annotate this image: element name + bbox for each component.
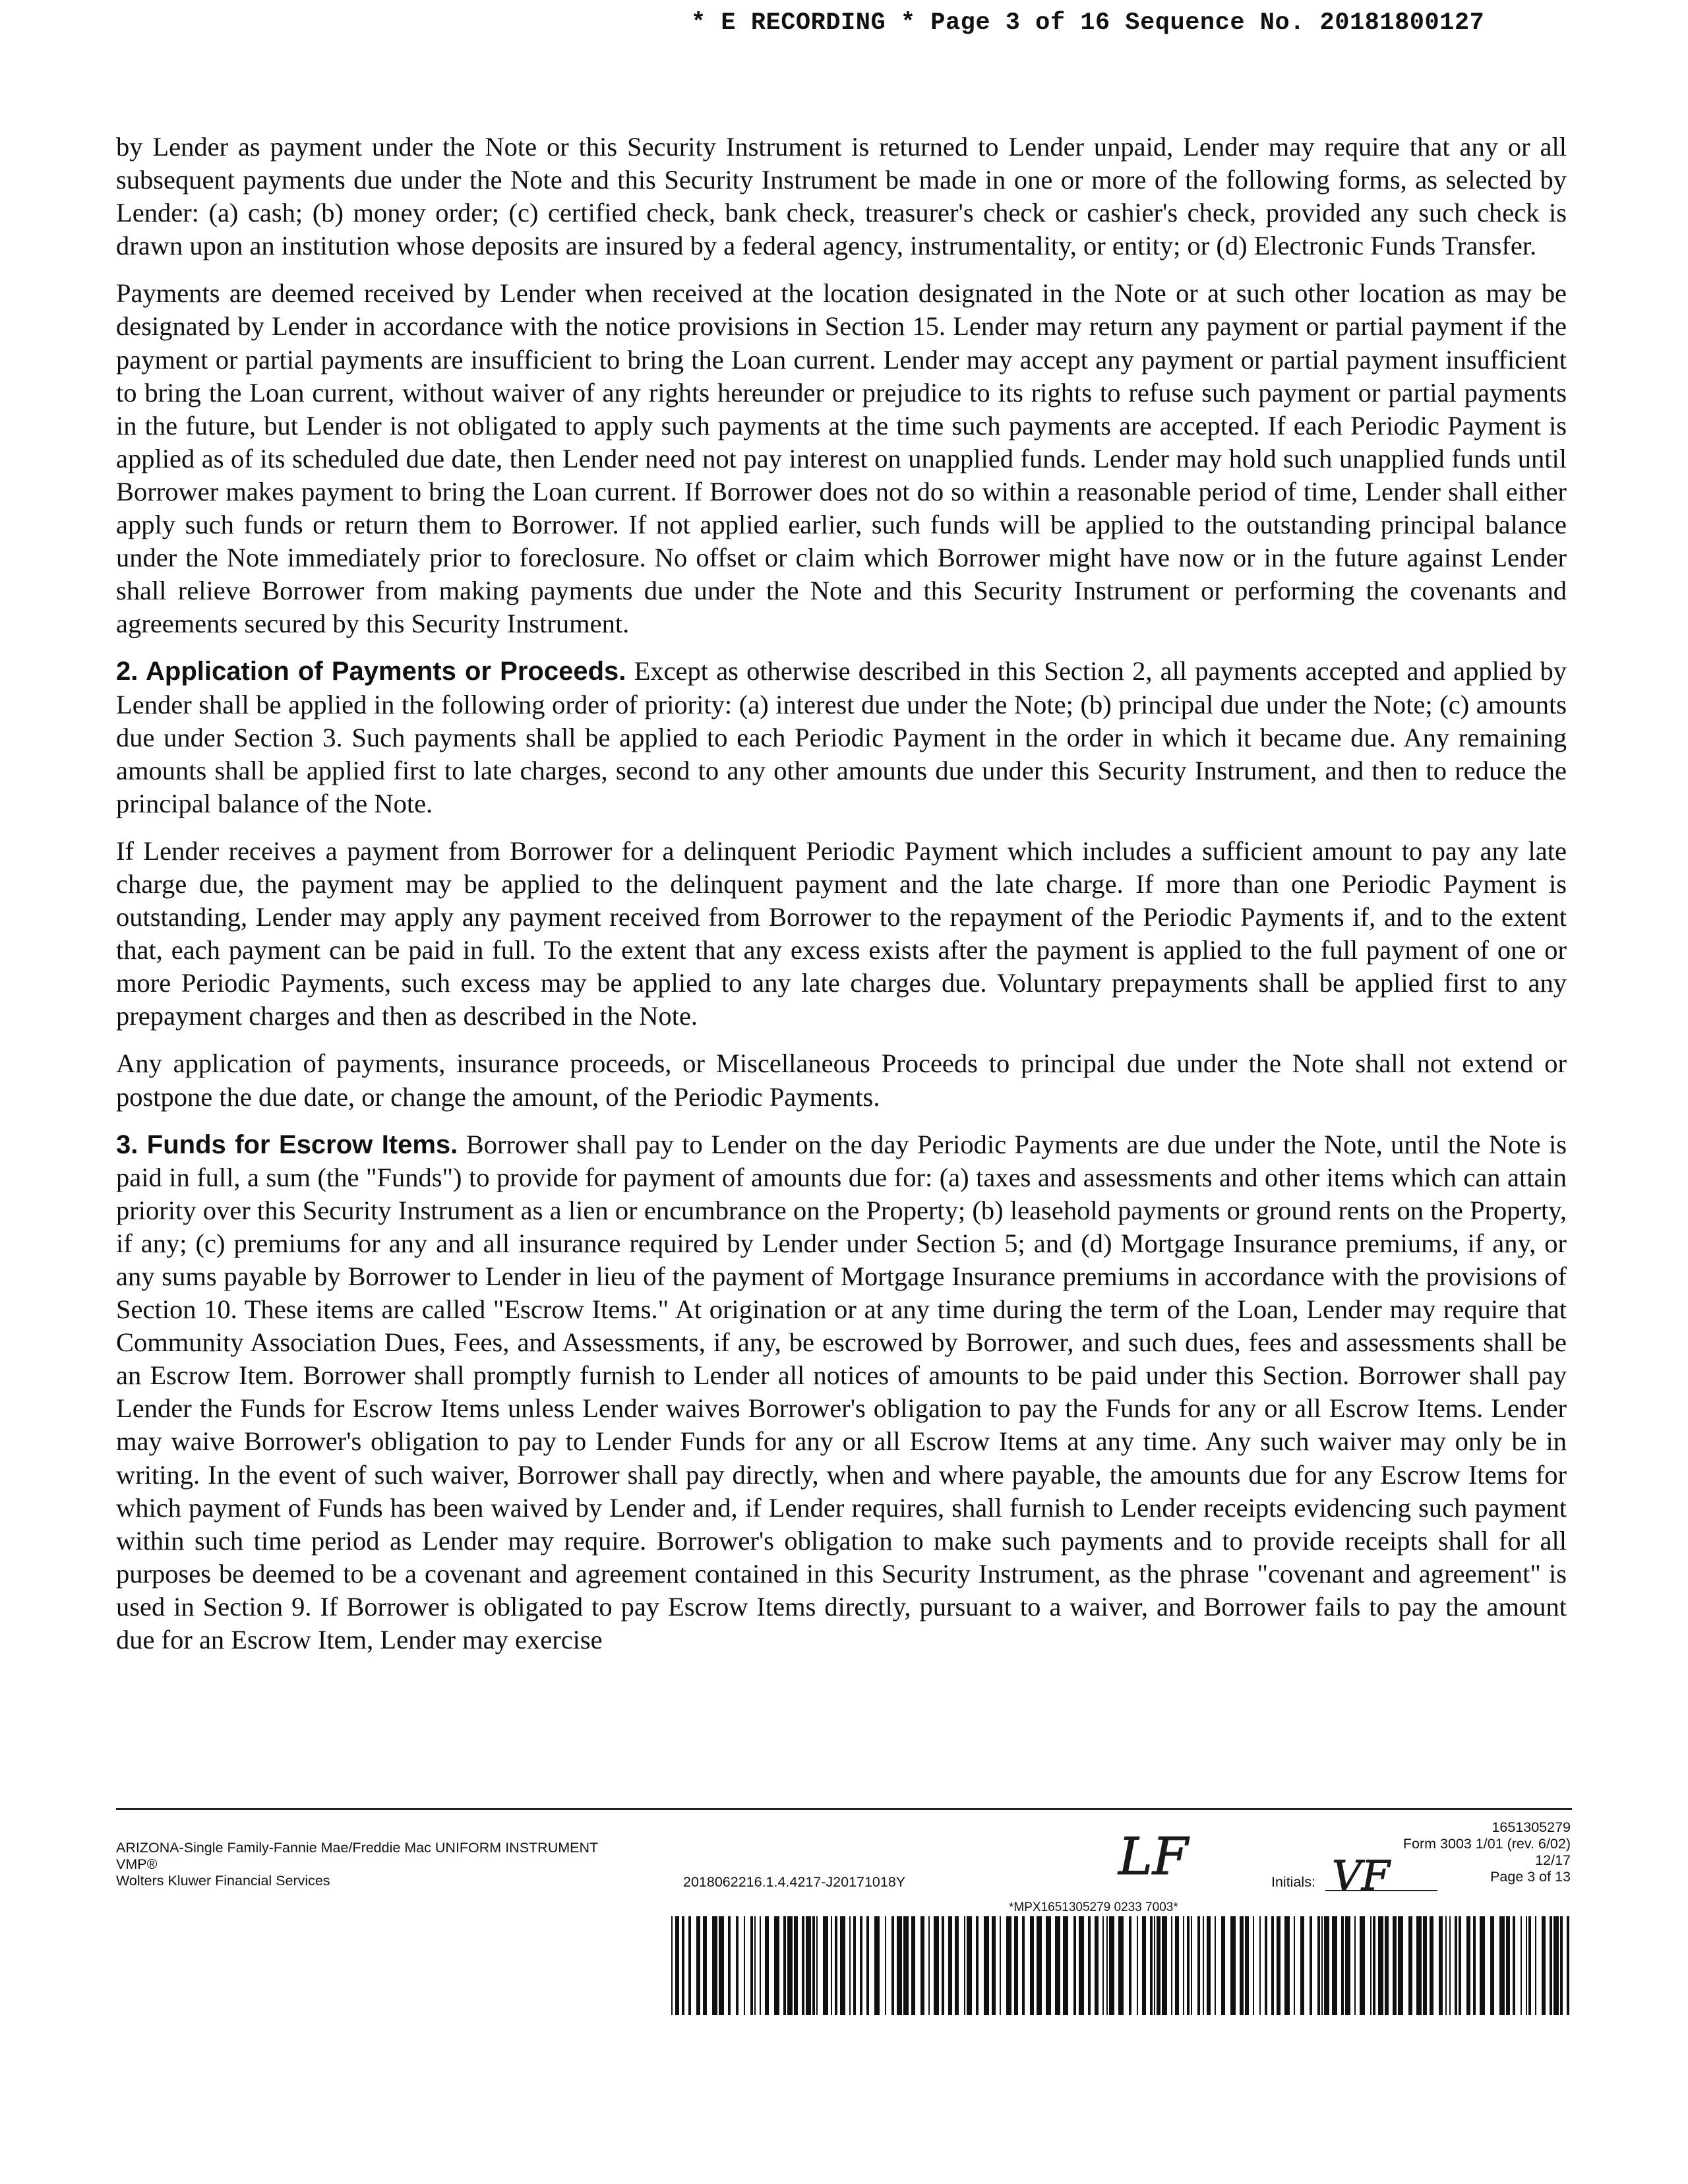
barcode-bar [675,1916,679,2015]
barcode-bar [1030,1916,1034,2015]
barcode-bar [719,1916,724,2015]
vmp-mark: VMP® [116,1856,158,1872]
barcode-bar [1324,1916,1329,2015]
barcode-bar [948,1916,952,2015]
barcode-bar [1345,1916,1350,2015]
barcode-bar [1513,1916,1515,2015]
barcode-bar [736,1916,738,2015]
barcode-image [671,1916,1572,2015]
page-number: Page 3 of 13 [1490,1869,1571,1885]
paragraph-payments-received [116,277,1567,640]
barcode-bar [1521,1916,1522,2015]
barcode-bar [1317,1916,1320,2015]
barcode-bar [1203,1916,1204,2015]
loan-number: 1651305279 [1492,1819,1571,1835]
barcode-bar [728,1916,731,2015]
barcode-bar [1408,1916,1412,2015]
barcode-bar [1321,1916,1323,2015]
handwritten-initials-lf [1114,1827,1207,1886]
paragraph-delinquent-payment [116,835,1567,1033]
barcode-bar [1000,1916,1001,2015]
barcode-bar [1393,1916,1397,2015]
barcode-bar [1240,1916,1244,2015]
barcode-bar [1567,1916,1569,2015]
barcode-bar [885,1916,886,2015]
barcode-bar [703,1916,707,2015]
barcode-bar [1006,1916,1011,2015]
barcode-bar [1553,1916,1559,2015]
barcode-bar [806,1916,811,2015]
barcode-bar [903,1916,909,2015]
barcode-bar [1473,1916,1476,2015]
barcode-bar [1187,1916,1190,2015]
barcode-bar [1259,1916,1261,2015]
barcode-bar [1175,1916,1179,2015]
barcode-bar [1550,1916,1552,2015]
barcode-bar [1459,1916,1461,2015]
barcode-bar [866,1916,869,2015]
barcode-bar [1341,1916,1344,2015]
barcode-bar [934,1916,939,2015]
barcode-bar [812,1916,815,2015]
barcode-bar [1142,1916,1146,2015]
barcode-bar [860,1916,862,2015]
barcode-bar [1284,1916,1290,2015]
barcode-bar [1378,1916,1383,2015]
paragraph-payment-forms [116,131,1567,262]
barcode-bar [1118,1916,1124,2015]
initials-label: Initials: [1271,1874,1315,1890]
barcode-bar [1385,1916,1389,2015]
barcode-bar [853,1916,856,2015]
barcode-bar [1037,1916,1042,2015]
barcode-bar [1046,1916,1051,2015]
barcode-bar [1455,1916,1457,2015]
barcode-bar [874,1916,880,2015]
barcode-bar [1022,1916,1025,2015]
barcode-bar [1095,1916,1099,2015]
barcode-bar [774,1916,779,2015]
barcode-bar [976,1916,979,2015]
barcode-bar [1129,1916,1131,2015]
barcode-bar [1215,1916,1216,2015]
barcode-bar [1490,1916,1494,2015]
barcode-bar [1102,1916,1104,2015]
barcode-bar [1183,1916,1184,2015]
barcode-bar [1230,1916,1236,2015]
barcode-bar [942,1916,944,2015]
barcode-bar [1073,1916,1076,2015]
barcode-bar [1354,1916,1356,2015]
barcode-bar [1088,1916,1091,2015]
barcode-bar [688,1916,691,2015]
barcode-bar [1294,1916,1295,2015]
publisher: Wolters Kluwer Financial Services [116,1873,330,1889]
barcode-bar [1506,1916,1510,2015]
barcode-bar [754,1916,756,2015]
barcode-bar [1162,1916,1167,2015]
barcode-bar [1171,1916,1172,2015]
barcode-bar [1014,1916,1018,2015]
barcode-bar [1480,1916,1485,2015]
footer-form-id [1403,1819,1571,1885]
paragraph-text: If Lender receives a payment from Borrower for a delinquent Periodic Payment which includes a sufficient amount to pay any late charge due, the payment may be applied to the delinquent payment and the late charge. If more than one Periodic Payment is outstanding, Lender may apply any payment received from Borrower to the repayment of the Periodic Payments if, and to the extent that, each payment can be paid in full. To the extent that any excess exists after the payment is applied to the full payment of one or more Periodic Payments, such excess may be applied to any late charges due. Voluntary prepayments shall be applied first to any prepayment charges and then as described in the Note. [116,835,1567,1031]
barcode-bar [1300,1916,1304,2015]
initials-vf-text: VF [1332,1852,1390,1896]
barcode-caption: *MPX1651305279 0233 7003* [1009,1900,1178,1914]
barcode-bar [696,1916,700,2015]
barcode-bar [1542,1916,1546,2015]
barcode-bar [911,1916,915,2015]
paragraph-text: by Lender as payment under the Note or this Security Instrument is returned to Lender unpaid, Lender may require that any or all subsequent payments due under the Note and this Security Instrument be made in one or more of the following forms, as selected by Lender: (a) cash; (b) money order; (c) certified check, bank check, treasurer's check or cashier's check, provided any such check is drawn upon an institution whose deposits are insured by a federal agency, instrumentality, or entity; or (d) Electronic Funds Transfer. [116,132,1567,261]
barcode-bar [984,1916,989,2015]
barcode-bar [787,1916,793,2015]
barcode-bar [802,1916,804,2015]
section-heading: 2. Application of Payments or Proceeds. [116,657,626,686]
barcode-bar [1277,1916,1281,2015]
barcode-bar [1445,1916,1447,2015]
barcode-bar [1499,1916,1505,2015]
barcode-bar [1137,1916,1138,2015]
barcode-bar [1221,1916,1225,2015]
barcode-bar [1055,1916,1060,2015]
section-2-application-of-payments [116,655,1567,820]
footer-divider [116,1808,1572,1810]
section-heading: 3. Funds for Escrow Items. [116,1130,458,1159]
barcode-bar [849,1916,851,2015]
barcode-bar [891,1916,894,2015]
barcode-bar [1157,1916,1160,2015]
paragraph-text: Except as otherwise described in this Section 2, all payments accepted and applied by Lender shall be applied in the following order of priority: (a) interest due under the Note; (b) principal due under the Note; (c) amounts due under Section 3. Such payments shall be applied to each Periodic Payment in the order in which it became due. Any remaining amounts shall be applied first to late charges, second to any other amounts due under this Security Instrument, and then to reduce the principal balance of the Note. [116,656,1567,818]
barcode-bar [1265,1916,1267,2015]
recording-header: * E RECORDING * Page 3 of 16 Sequence No. 20181800127 [691,9,1485,37]
initials-lf-text: LF [1118,1827,1188,1886]
barcode-bar [816,1916,818,2015]
barcode-bar [1398,1916,1403,2015]
form-number: Form 3003 1/01 (rev. 6/02) [1402,1836,1571,1852]
barcode-bar [835,1916,837,2015]
barcode-bar [671,1916,673,2015]
barcode-bar [1535,1916,1536,2015]
barcode-bar [1373,1916,1375,2015]
barcode-bar [897,1916,902,2015]
barcode-bar [744,1916,745,2015]
barcode-bar [1416,1916,1422,2015]
barcode-bar [831,1916,832,2015]
barcode-bar [1207,1916,1211,2015]
form-title: ARIZONA-Single Family-Fannie Mae/Freddie Mac UNIFORM INSTRUMENT [116,1840,599,1856]
barcode-bar [1191,1916,1192,2015]
barcode-bar [1150,1916,1153,2015]
barcode-bar [967,1916,972,2015]
barcode-bar [1560,1916,1563,2015]
barcode-bar [1528,1916,1531,2015]
barcode-bar [1253,1916,1254,2015]
barcode-bar [783,1916,786,2015]
barcode-bar [1449,1916,1451,2015]
barcode-bar [823,1916,828,2015]
footer-form-info [116,1840,598,1889]
barcode-bar [750,1916,753,2015]
document-body [116,131,1567,1671]
barcode-bar [760,1916,761,2015]
document-code: 2018062216.1.4.4217-J20171018Y [683,1874,906,1890]
barcode-bar [840,1916,845,2015]
barcode-bar [964,1916,965,2015]
barcode-bar [1063,1916,1068,2015]
barcode-bar [920,1916,924,2015]
barcode-bar [992,1916,996,2015]
barcode-bar [1106,1916,1108,2015]
barcode-bar [955,1916,959,2015]
barcode-bar [1310,1916,1312,2015]
barcode-bar [682,1916,684,2015]
paragraph-text: Borrower shall pay to Lender on the day Periodic Payments are due under the Note, until the Note is paid in full, a sum (the "Funds") to provide for payment of amounts due for: (a) taxes and assessments and other items which can attain priority over this Security Instrument as a lien or encumbrance on the Property; (b) leasehold payments or ground rents on the Property, if any; (c) premiums for any and all insurance required by Lender under Section 5; and (d) Mortgage Insurance premiums, if any, or any sums payable by Borrower to Lender in lieu of the payment of Mortgage Insurance premiums in accordance with the provisions of Section 10. These items are called "Escrow Items." At origination or at any time during the term of the Loan, Lender may require that Community Association Dues, Fees, and Assessments, if any, be escrowed by Borrower, and such dues, fees and assessments shall be an Escrow Item. Borrower shall promptly furnish to Lender all notices of amounts to be paid under this Section. Borrower shall pay Lender the Funds for Escrow Items unless Lender waives Borrower's obligation to pay the Funds for any or all Escrow Items. Lender may waive Borrower's obligation to pay to Lender Funds for any or all Escrow Items at any time. Any such waiver may only be in writing. In the event of such waiver, Borrower shall pay directly, when and where payable, the amounts due for any Escrow Items for which payment of Funds has been waived by Lender and, if Lender requires, shall furnish to Lender receipts evidencing such payment within such time period as Lender may require. Borrower's obligation to make such payments and to provide receipts shall for all purposes be deemed to be a covenant and agreement contained in this Security Instrument, as the phrase "covenant and agreement" is used in Section 9. If Borrower is obligated to pay Escrow Items directly, pursuant to a waiver, and Borrower fails to pay the amount due for an Escrow Item, Lender may exercise [116,1129,1567,1655]
barcode-bar [1466,1916,1470,2015]
barcode-bar [1109,1916,1114,2015]
barcode-bar [765,1916,769,2015]
barcode-bar [1154,1916,1155,2015]
barcode-bar [1332,1916,1337,2015]
barcode-bar [1360,1916,1365,2015]
barcode-bar [928,1916,930,2015]
form-revision: 12/17 [1535,1852,1571,1868]
barcode-bar [1423,1916,1427,2015]
barcode-bar [1271,1916,1274,2015]
barcode-bar [1439,1916,1443,2015]
barcode-bar [1245,1916,1249,2015]
paragraph-text: Payments are deemed received by Lender when received at the location designated in the Note or at such other location as may be designated by Lender in accordance with the notice provisions in Section 15. Lender may return any payment or partial payment if the payment or partial payments are insufficient to bring the Loan current. Lender may accept any payment or partial payment insufficient to bring the Loan current, without waiver of any rights hereunder or prejudice to its rights to refuse such payment or partial payments in the future, but Lender is not obligated to apply such payments at the time such payments are accepted. If each Periodic Payment is applied as of its scheduled due date, then Lender need not pay interest on unapplied funds. Lender may hold such unapplied funds until Borrower makes payment to bring the Loan current. If Borrower does not do so within a reasonable period of time, Lender shall either apply such funds or return them to Borrower. If not applied earlier, such funds will be applied to the outstanding principal balance under the Note immediately prior to foreclosure. No offset or claim which Borrower might have now or in the future against Lender shall relieve Borrower from making payments due under the Note and this Security Instrument or performing the covenants and agreements secured by this Security Instrument. [116,278,1567,639]
section-3-funds-for-escrow [116,1128,1567,1657]
barcode-bar [1430,1916,1433,2015]
barcode-bar [1526,1916,1527,2015]
barcode-bar [1370,1916,1372,2015]
barcode-bar [794,1916,798,2015]
barcode-bar [1079,1916,1084,2015]
barcode-bar [1197,1916,1200,2015]
paragraph-application-of-proceeds [116,1047,1567,1113]
barcode-bar [712,1916,717,2015]
paragraph-text: Any application of payments, insurance proceeds, or Miscellaneous Proceeds to principal due under the Note shall not extend or postpone the due date, or change the amount, of the Periodic Payments. [116,1048,1567,1112]
